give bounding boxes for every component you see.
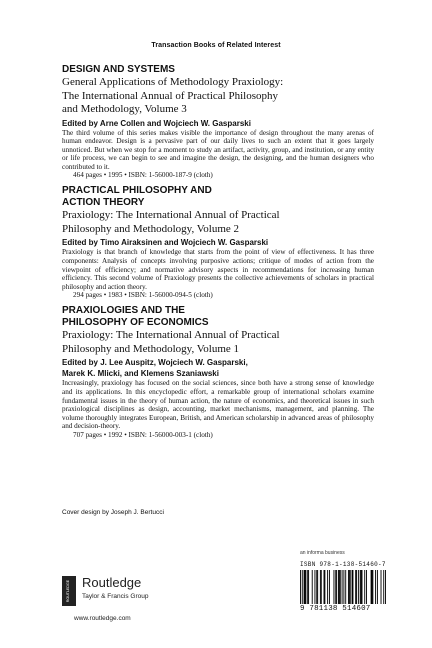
book-editors: Edited by Arne Collen and Wojciech W. Gasparski <box>62 118 251 128</box>
book-meta: 707 pages • 1992 • ISBN: 1-56000-003-1 (cloth) <box>73 431 213 439</box>
barcode-bar <box>366 570 367 604</box>
book-meta: 464 pages • 1995 • ISBN: 1-56000-187-9 (cloth) <box>73 171 213 180</box>
barcode-bar <box>316 570 317 604</box>
book-description: Praxiology is that branch of knowledge that starts from the point of view of effectiveness. It has three components: Analysis of concepts involving purposive actions; critique of modes of action from the viewpoint of efficiency; and normative advisory aspects in recommendations for increasing human efficiency. This second volume of Praxiology presents the collective achievements of scholars in practical philosophy and action theory. <box>62 248 374 291</box>
book-subtitle: Praxiology: The International Annual of Practical Philosophy and Methodology, Volume 2 <box>62 209 280 235</box>
barcode-bar <box>308 570 309 604</box>
barcode-bar <box>335 570 336 604</box>
barcode-bar <box>360 570 361 604</box>
barcode-bar <box>361 570 362 604</box>
barcode-bar <box>381 570 382 604</box>
barcode-bar <box>352 570 353 604</box>
barcode-bar <box>343 570 344 604</box>
logo-text: ROUTLEDGE <box>66 579 70 603</box>
barcode-bar <box>317 570 318 604</box>
barcode-bar <box>348 570 349 604</box>
barcode-bar <box>353 570 354 604</box>
barcode-bar <box>345 570 346 604</box>
book-title: PRAXIOLOGIES AND THE PHILOSOPHY OF ECONOMICS <box>62 305 209 329</box>
routledge-logo-icon <box>62 576 76 606</box>
book-entry <box>62 185 374 300</box>
barcode <box>300 570 386 604</box>
barcode-bar <box>340 570 341 604</box>
book-list <box>62 64 374 445</box>
barcode-bar <box>300 570 301 604</box>
barcode-bar <box>371 570 372 604</box>
barcode-bar <box>336 570 337 604</box>
barcode-bar <box>305 570 306 604</box>
book-title: PRACTICAL PHILOSOPHY AND ACTION THEORY <box>62 185 212 209</box>
barcode-bar <box>329 570 330 604</box>
barcode-bar <box>375 570 376 604</box>
barcode-number: 9 781138 514607 <box>300 605 371 613</box>
cover-credit: Cover design by Joseph J. Bertucci <box>62 509 164 516</box>
barcode-bar <box>349 570 350 604</box>
barcode-bar <box>324 570 325 604</box>
barcode-bar <box>321 570 322 604</box>
barcode-bar <box>356 570 357 604</box>
book-editors: Edited by Timo Airaksinen and Wojciech W. Gasparski <box>62 238 269 248</box>
book-meta: 294 pages • 1983 • ISBN: 1-56000-094-5 (cloth) <box>73 291 213 300</box>
book-entry <box>62 305 374 440</box>
barcode-bar <box>305 570 306 604</box>
isbn-line: ISBN 978-1-138-51460-7 <box>300 561 386 568</box>
publisher-name: Routledge <box>82 575 142 590</box>
book-description: Increasingly, praxiology has focused on the social sciences, since both have a strong sense of knowledge and its applications. In this encyclopedic effort, a remarkable group of international scholars examine fundamental issues in the theory of human action, the nature of economics, and theoretical issues in such praxiological disciplines as design, accounting, market mechanisms, management, and planning. The volume thoroughly integrates European, British, and American scholarship in advanced areas of philosophy and decision-theory. <box>62 379 374 431</box>
book-title: DESIGN AND SYSTEMS <box>62 64 175 75</box>
barcode-bar <box>327 570 328 604</box>
barcode-bar <box>350 570 351 604</box>
barcode-bar <box>355 570 356 604</box>
book-subtitle: Praxiology: The International Annual of Practical Philosophy and Methodology, Volume 1 <box>62 329 280 355</box>
barcode-bar <box>385 570 386 604</box>
barcode-bar <box>372 570 373 604</box>
barcode-bar <box>358 570 359 604</box>
barcode-bar <box>342 570 343 604</box>
book-editors: Edited by J. Lee Auspitz, Wojciech W. Gasparski, Marek K. Mlicki, and Klemens Szaniawski <box>62 358 248 379</box>
barcode-bar <box>333 570 334 604</box>
book-subtitle: General Applications of Methodology Praxiology: The International Annual of Practical Philosophy and Methodology, Volume 3 <box>62 76 284 115</box>
barcode-bar <box>339 570 340 604</box>
barcode-bar <box>302 570 303 604</box>
publisher-url: www.routledge.com <box>74 615 131 622</box>
book-entry <box>62 64 374 180</box>
barcode-bar <box>304 570 305 604</box>
barcode-bar <box>362 570 363 604</box>
barcode-bar <box>312 570 313 604</box>
barcode-bar <box>383 570 384 604</box>
barcode-bar <box>338 570 339 604</box>
series-header: Transaction Books of Related Interest <box>151 42 281 49</box>
barcode-bar <box>314 570 315 604</box>
barcode-bar <box>320 570 321 604</box>
barcode-bar <box>377 570 378 604</box>
barcode-bar <box>372 570 373 604</box>
book-description: The third volume of this series makes visible the importance of design throughout the many arenas of human endeavor. Design is a pervasive part of our daily lives to such an extent that it goes largely unnoticed. But when we stop for a moment to study an artifact, activity, group, and institution, or any entity or life process, we can begin to see and imagine the design, the designing, and the human designers who contributed to it. <box>62 128 374 171</box>
barcode-bar <box>364 570 365 604</box>
barcode-bar <box>307 570 308 604</box>
publisher-group: Taylor & Francis Group <box>82 593 149 600</box>
informa-tagline: an informa business <box>300 550 345 556</box>
barcode-bar <box>324 570 325 604</box>
